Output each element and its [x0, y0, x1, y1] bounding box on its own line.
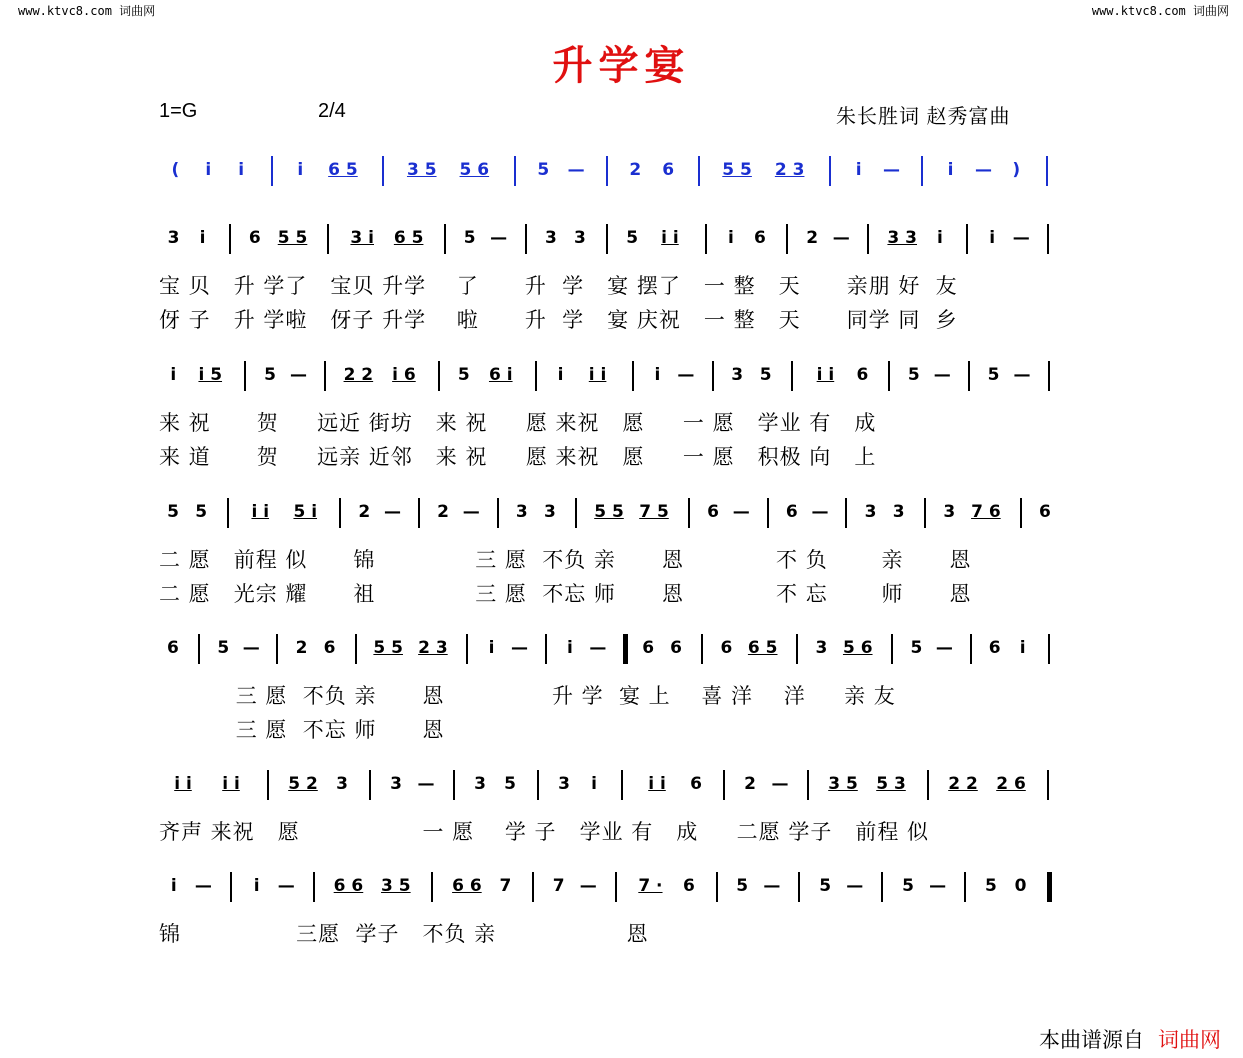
barline [970, 634, 972, 664]
barline [966, 224, 968, 254]
note: 6 [167, 638, 179, 658]
notation-line [159, 492, 1079, 532]
barline [1048, 634, 1050, 664]
note: 2 3 [418, 638, 448, 658]
intro-line [159, 150, 1079, 190]
dash: — [417, 774, 435, 794]
note: 5 5 [373, 638, 403, 658]
barline [964, 872, 966, 902]
note: 3 [336, 774, 348, 794]
note: 5 [167, 502, 179, 522]
note: i i [222, 774, 240, 794]
barline [230, 872, 232, 902]
note: 6 [707, 502, 719, 522]
barline [198, 634, 200, 664]
barline [968, 361, 970, 391]
key-signature: 1=G [159, 100, 198, 122]
note: i i [648, 774, 666, 794]
dash: — [1012, 228, 1030, 248]
note: 3 [892, 502, 905, 522]
note: 6 [754, 228, 766, 248]
note: 5 [463, 228, 476, 248]
note: 6 [323, 638, 336, 658]
dash: — [929, 876, 947, 896]
note: i [728, 228, 734, 248]
note: 6 [670, 638, 682, 658]
footer-brand[interactable]: 词曲网 [1158, 1028, 1221, 1052]
note: 6 [248, 228, 261, 248]
barline [244, 361, 246, 391]
barline [698, 156, 700, 186]
barline [466, 634, 468, 664]
barline [418, 498, 420, 528]
barline [615, 872, 617, 902]
barline [716, 872, 718, 902]
barline [271, 156, 273, 186]
dash: — [567, 160, 585, 180]
note: i 6 [392, 365, 416, 385]
note: 3 [558, 774, 570, 794]
note: 7 [552, 876, 565, 896]
dash: — [846, 876, 864, 896]
note: 5 i [293, 502, 318, 522]
note: 5 [217, 638, 230, 658]
dash: — [811, 502, 829, 522]
note: 5 [736, 876, 749, 896]
note: 5 [264, 365, 276, 385]
barline [867, 224, 869, 254]
note: i i [816, 365, 835, 385]
barline [324, 361, 326, 391]
barline [497, 498, 499, 528]
note: 6 5 [747, 638, 778, 658]
notation-line [159, 628, 1079, 668]
watermark-right: www.ktvc8.com 词曲网 [1091, 4, 1229, 18]
note: 3 [864, 502, 877, 522]
barline [927, 770, 929, 800]
barline [431, 872, 433, 902]
dash: — [677, 365, 695, 385]
barline [537, 770, 539, 800]
barline [532, 872, 534, 902]
watermark-left: www.ktvc8.com 词曲网 [18, 4, 156, 18]
note: 5 6 [459, 160, 490, 180]
dash: — [771, 774, 789, 794]
barline [606, 156, 608, 186]
note: 2 2 [343, 365, 374, 385]
note: i [199, 228, 206, 248]
note: 2 [295, 638, 308, 658]
note: 5 [910, 638, 923, 658]
barline [453, 770, 455, 800]
note: 7 [499, 876, 512, 896]
barline [881, 872, 883, 902]
lyric-line: 二 愿 前程 似 锦 三 愿 不负 亲 恩 不 负 亲 恩 [159, 548, 972, 572]
note: ( [171, 160, 180, 180]
note: 5 [902, 876, 914, 896]
note: 6 [690, 774, 702, 794]
note: 3 5 [406, 160, 437, 180]
barline [575, 498, 577, 528]
note: 5 [987, 365, 1000, 385]
note: 3 [815, 638, 828, 658]
note: i [947, 160, 954, 180]
note: 7 · [638, 876, 663, 896]
note: 5 2 [288, 774, 318, 794]
barline [621, 770, 623, 800]
note: 6 5 [328, 160, 358, 180]
note: 2 [806, 228, 819, 248]
barline [339, 498, 341, 528]
barline [267, 770, 269, 800]
barline [227, 498, 229, 528]
note: 7 5 [639, 502, 669, 522]
barline [355, 634, 357, 664]
note: i [1019, 638, 1026, 658]
note: i [591, 774, 597, 794]
note: 5 5 [722, 160, 752, 180]
note: 2 3 [774, 160, 805, 180]
note: 6 [683, 876, 695, 896]
note: i [297, 160, 304, 180]
note: 6 [856, 365, 869, 385]
barline [891, 634, 893, 664]
barline [313, 872, 315, 902]
note: 5 [984, 876, 997, 896]
barline [1046, 156, 1048, 186]
note: 6 6 [452, 876, 482, 896]
note: i [989, 228, 996, 248]
credits: 朱长胜词 赵秀富曲 [836, 106, 1011, 128]
barline [369, 770, 371, 800]
note: i [654, 365, 661, 385]
note: 3 [544, 502, 556, 522]
lyric-line: 来 道 贺 远亲 近邻 来 祝 愿 来祝 愿 一 愿 积极 向 上 [159, 445, 877, 469]
note: i [566, 638, 573, 658]
barline [791, 361, 793, 391]
footer [1039, 1024, 1221, 1054]
note: 7 6 [971, 502, 1001, 522]
barline [796, 634, 798, 664]
note: i i [251, 502, 270, 522]
note: 6 i [488, 365, 513, 385]
barline [1048, 361, 1050, 391]
barline [444, 224, 446, 254]
note: 5 [195, 502, 208, 522]
note: 6 [720, 638, 733, 658]
barline [767, 498, 769, 528]
barline [327, 224, 329, 254]
note: 5 [537, 160, 550, 180]
note: 6 6 [333, 876, 364, 896]
notation-line [159, 355, 1079, 395]
note: 6 [988, 638, 1001, 658]
barline [712, 361, 714, 391]
dash: — [194, 876, 212, 896]
barline [545, 634, 547, 664]
note: i i [588, 365, 607, 385]
barline [276, 634, 278, 664]
notation-line [159, 218, 1079, 258]
note: 2 [629, 160, 642, 180]
barline [845, 498, 847, 528]
note: i [170, 876, 177, 896]
note: 6 [662, 160, 675, 180]
notation-line [159, 866, 1079, 906]
note: 3 [515, 502, 528, 522]
note: 6 [642, 638, 655, 658]
note: i [488, 638, 495, 658]
note: 6 5 [393, 228, 424, 248]
barline [382, 156, 384, 186]
dash: — [383, 502, 401, 522]
note: 0 [1014, 876, 1027, 896]
dash: — [242, 638, 260, 658]
note: 5 [819, 876, 832, 896]
time-signature: 2/4 [318, 100, 346, 122]
note: 3 [390, 774, 402, 794]
note: 5 [504, 774, 516, 794]
lyric-line: 伢 子 升 学啦 伢子 升学 啦 升 学 宴 庆祝 一 整 天 同学 同 乡 [159, 308, 958, 332]
barline [525, 224, 527, 254]
note: 5 [626, 228, 639, 248]
barline [1020, 498, 1022, 528]
barline [701, 634, 703, 664]
note: 3 [474, 774, 486, 794]
dash: — [974, 160, 992, 180]
note: i [937, 228, 943, 248]
note: 3 [731, 365, 744, 385]
dash: — [832, 228, 850, 248]
dash: — [732, 502, 750, 522]
note: 3 [167, 228, 180, 248]
note: i 5 [198, 365, 223, 385]
barline [807, 770, 809, 800]
note: 5 3 [876, 774, 906, 794]
barline [1047, 770, 1049, 800]
dash: — [490, 228, 508, 248]
repeat-barline [623, 634, 628, 664]
barline [888, 361, 890, 391]
note: 3 5 [828, 774, 858, 794]
note: 5 6 [842, 638, 873, 658]
lyric-line: 锦 三愿 学子 不负 亲 恩 [159, 922, 649, 946]
note: i [238, 160, 245, 180]
page-title: 升学宴 [552, 42, 691, 89]
note: 6 [1039, 502, 1051, 522]
barline [798, 872, 800, 902]
note: i [205, 160, 212, 180]
lyric-line: 二 愿 光宗 耀 祖 三 愿 不忘 师 恩 不 忘 师 恩 [159, 582, 972, 606]
note: i i [661, 228, 679, 248]
barline [606, 224, 608, 254]
note: 3 3 [887, 228, 917, 248]
barline [829, 156, 831, 186]
note: 5 5 [594, 502, 624, 522]
dash: — [290, 365, 308, 385]
note: 5 [457, 365, 470, 385]
lyric-line: 宝 贝 升 学了 宝贝 升学 了 升 学 宴 摆了 一 整 天 亲朋 好 友 [159, 274, 958, 298]
note: ) [1012, 160, 1021, 180]
note: 5 [907, 365, 920, 385]
barline [514, 156, 516, 186]
note: 3 5 [381, 876, 411, 896]
barline [229, 224, 231, 254]
barline [924, 498, 926, 528]
lyric-line: 来 祝 贺 远近 街坊 来 祝 愿 来祝 愿 一 愿 学业 有 成 [159, 411, 877, 435]
note: 3 [574, 228, 586, 248]
note: i [855, 160, 862, 180]
dash: — [462, 502, 480, 522]
dash: — [589, 638, 607, 658]
barline [688, 498, 690, 528]
dash: — [882, 160, 900, 180]
dash: — [1013, 365, 1031, 385]
note: 3 [545, 228, 557, 248]
note: 2 [437, 502, 449, 522]
note: 5 5 [277, 228, 308, 248]
dash: — [277, 876, 295, 896]
barline [632, 361, 634, 391]
dash: — [579, 876, 597, 896]
dash: — [935, 638, 953, 658]
note: 6 [785, 502, 798, 522]
barline [1047, 224, 1049, 254]
note: 3 [943, 502, 956, 522]
footer-text: 本曲谱源自 [1039, 1028, 1144, 1052]
dash: — [511, 638, 529, 658]
barline [705, 224, 707, 254]
barline [786, 224, 788, 254]
lyric-line: 齐声 来祝 愿 一 愿 学 子 学业 有 成 二愿 学子 前程 似 [159, 820, 930, 844]
note: 5 [759, 365, 772, 385]
note: 2 2 [948, 774, 978, 794]
barline [921, 156, 923, 186]
note: i [253, 876, 260, 896]
note: i [557, 365, 564, 385]
lyric-line: 三 愿 不负 亲 恩 升 学 宴 上 喜 洋 洋 亲 友 [159, 684, 896, 708]
note: 3 i [350, 228, 374, 248]
note: 2 [744, 774, 756, 794]
note: i i [174, 774, 192, 794]
dash: — [933, 365, 951, 385]
barline [535, 361, 537, 391]
notation-line [159, 764, 1079, 804]
barline [438, 361, 440, 391]
final-barline [1047, 872, 1052, 902]
barline [723, 770, 725, 800]
dash: — [763, 876, 781, 896]
lyric-line: 三 愿 不忘 师 恩 [159, 718, 445, 742]
note: 2 [358, 502, 371, 522]
note: i [170, 365, 177, 385]
note: 2 6 [996, 774, 1026, 794]
